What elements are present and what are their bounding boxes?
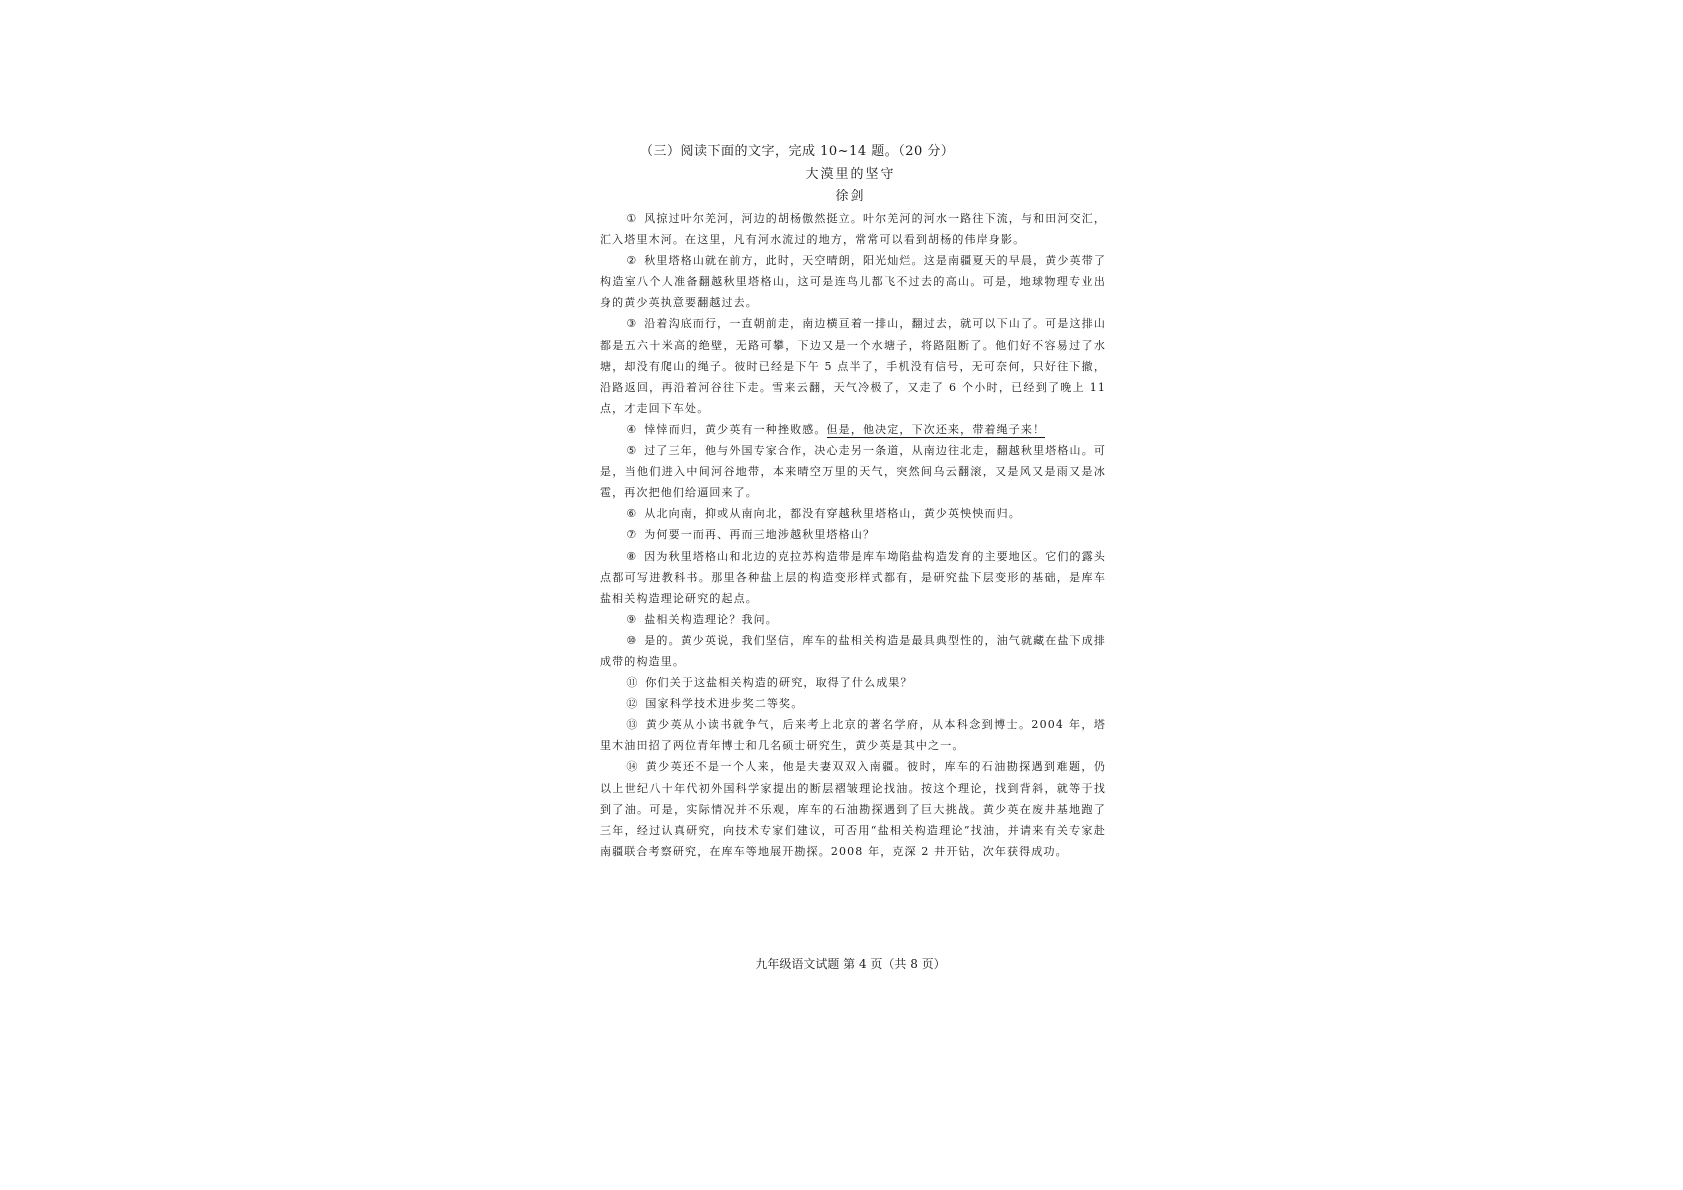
underlined-sentence: 但是，他决定，下次还来，带着绳子来！: [826, 422, 1046, 436]
article-paragraph: [600, 630, 1106, 672]
paragraph-text: 你们关于这盐相关构造的研究，取得了什么成果？: [645, 676, 913, 690]
paragraph-text: 从北向南，抑或从南向北，都没有穿越秋里塔格山，黄少英怏怏而归。: [644, 507, 1021, 521]
article-paragraph: [600, 419, 1106, 440]
paragraph-text: 过了三年，他与外国专家合作，决心走另一条道，从南边往北走，翻越秋里塔格山。可是，当他们进入中间河谷地带，本来晴空万里的天气，突然间乌云翻滚，又是风又是雨又是冰雹，再次把他们给逼回来了。: [600, 444, 1106, 500]
article-paragraph: [600, 693, 1106, 714]
paragraph-number: ②: [626, 254, 637, 268]
article-paragraph: [600, 503, 1106, 524]
article-paragraph: [600, 672, 1106, 693]
paragraph-text: 沿着沟底而行，一直朝前走，南边横亘着一排山，翻过去，就可以下山了。可是这排山都是五六十米高的绝壁，无路可攀，下边又是一个水塘子，将路阻断了。他们好不容易过了水塘，却没有爬山的绳子。彼时已经是下午 5 点半了，手机没有信号，无可奈何，只好往下撤，沿路返回，再沿着河谷往下走。雪来云翻，天气冷极了，又走了 6 个小时，已经到了晚上 11 点，才走回下车处。: [600, 317, 1106, 415]
paragraph-number: ⑭: [626, 760, 638, 774]
paragraph-text: 黄少英从小读书就争气，后来考上北京的著名学府，从本科念到博士。2004 年，塔里木油田招了两位青年博士和几名硕士研究生，黄少英是其中之一。: [600, 718, 1106, 753]
article-paragraph: [600, 208, 1106, 250]
article-paragraph: [600, 313, 1106, 418]
page-footer: 九年级语文试题 第 4 页（共 8 页）: [755, 957, 946, 971]
paragraph-number: ⑨: [626, 612, 637, 626]
paragraph-number: ⑪: [626, 676, 638, 690]
paragraph-number: ⑫: [626, 697, 638, 711]
article-body: [600, 208, 1106, 862]
article-paragraph: [600, 714, 1106, 756]
paragraph-number: ⑩: [626, 633, 637, 647]
paragraph-text: 黄少英还不是一个人来，他是夫妻双双入南疆。彼时，库车的石油勘探遇到难题，仍以上世纪八十年代初外国科学家提出的断层褶皱理论找油。按这个理论，找到背斜，就等于找到了油。可是，实际情况并不乐观，库车的石油勘探遇到了巨大挑战。黄少英在废井基地跑了三年，经过认真研究，向技术专家们建议，可否用“盐相关构造理论”找油，并请来有关专家赴南疆联合考察研究，在库车等地展开勘探。2008 年，克深 2 井开钻，次年获得成功。: [600, 760, 1106, 858]
article-author: 徐剑: [835, 189, 866, 204]
paragraph-number: ①: [626, 212, 637, 225]
paragraph-number: ⑬: [626, 718, 638, 732]
section-heading: （三）阅读下面的文字，完成 10~14 题。（20 分）: [640, 144, 955, 159]
paragraph-number: ⑥: [626, 507, 637, 521]
paragraph-number: ⑤: [626, 444, 637, 458]
paragraph-text: 为何要一而再、再而三地涉越秋里塔格山？: [644, 528, 876, 542]
article-paragraph: [600, 250, 1106, 313]
paragraph-number: ⑧: [626, 549, 637, 563]
paragraph-text: 因为秋里塔格山和北边的克拉苏构造带是库车坳陷盐构造发育的主要地区。它们的露头点都可写进教科书。那里各种盐上层的构造变形样式都有，是研究盐下层变形的基础，是库车盐相关构造理论研究的起点。: [600, 549, 1106, 605]
paragraph-number: ④: [626, 422, 637, 436]
article-title: 大漠里的坚守: [805, 167, 896, 182]
paragraph-text: 国家科学技术进步奖二等奖。: [645, 697, 804, 711]
paragraph-text: 盐相关构造理论？我问。: [644, 612, 778, 626]
paragraph-number: ③: [626, 317, 637, 331]
article-paragraph: [600, 609, 1106, 630]
article-paragraph: [600, 756, 1106, 861]
paragraph-text: 风掠过叶尔羌河，河边的胡杨傲然挺立。叶尔羌河的河水一路往下流，与和田河交汇，汇入塔里木河。在这里，凡有河水流过的地方，常常可以看到胡杨的伟岸身影。: [600, 212, 1106, 247]
paragraph-text: 悻悻而归，黄少英有一种挫败感。: [644, 422, 827, 436]
article-paragraph: [600, 546, 1106, 609]
paragraph-text: 是的。黄少英说，我们坚信，库车的盐相关构造是最具典型性的，油气就藏在盐下成排成带的构造里。: [600, 633, 1106, 668]
paragraph-text: 秋里塔格山就在前方，此时，天空晴朗，阳光灿烂。这是南疆夏天的早晨，黄少英带了构造室八个人准备翻越秋里塔格山，这可是连鸟儿都飞不过去的高山。可是，地球物理专业出身的黄少英执意要翻越过去。: [600, 254, 1106, 310]
article-paragraph: [600, 524, 1106, 545]
paragraph-number: ⑦: [626, 528, 637, 542]
article-paragraph: [600, 440, 1106, 503]
